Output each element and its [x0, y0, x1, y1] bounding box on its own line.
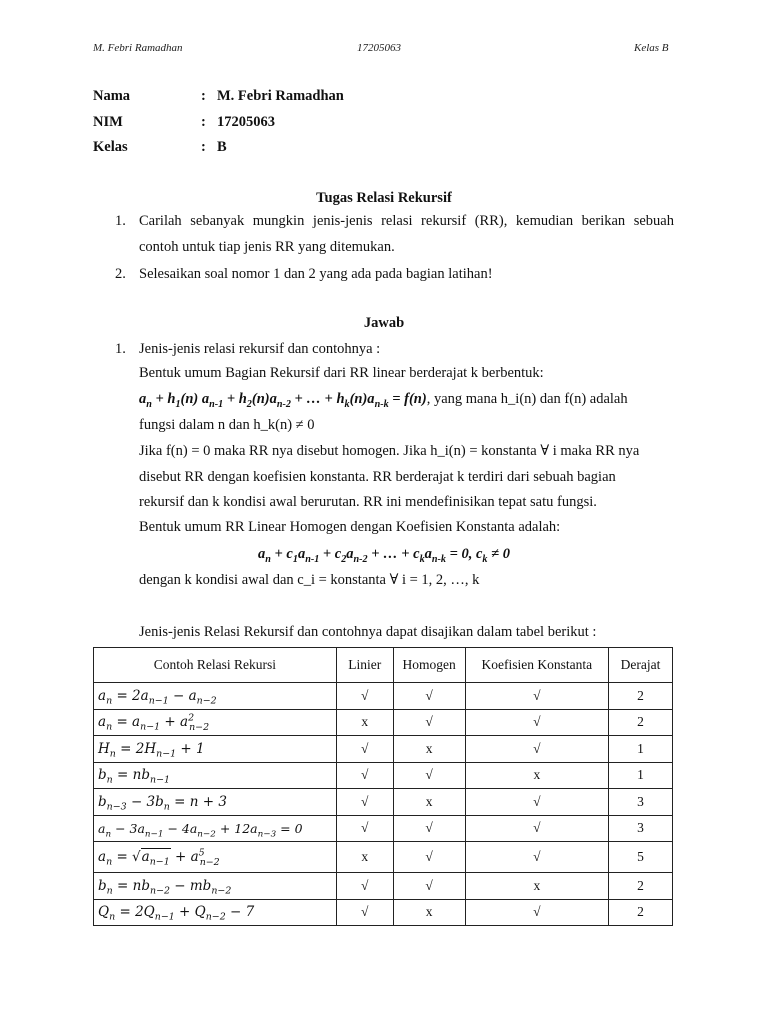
general-equation: $a_n + h_1(n) a_{n-1} + h_2(n)a_{n-2}$ + … + $h_k(n)a_{n-k} = f(n)$	[139, 391, 427, 410]
table-row	[94, 709, 673, 736]
column-header: Contoh Relasi Rekursi	[94, 648, 337, 683]
cell-derajat: 2	[609, 899, 673, 926]
cell-linier: √	[336, 815, 393, 842]
identity-nim-row: NIM : 17205063	[93, 114, 275, 130]
cell-koefisien: √	[465, 709, 609, 736]
table-row	[94, 873, 673, 900]
cell-derajat: 2	[609, 873, 673, 900]
cell-homogen: x	[393, 789, 465, 816]
recurrence-formula: $a_n = a_{n-1} + a^2_{n-2}$	[94, 709, 337, 736]
cell-homogen: √	[393, 683, 465, 710]
task-item-2-line-1: Selesaikan soal nomor 1 dan 2 yang ada pada bagian latihan!	[139, 266, 493, 282]
header-class: Kelas B	[634, 42, 669, 54]
cell-homogen: x	[393, 899, 465, 926]
table-row	[94, 899, 673, 926]
column-header: Derajat	[609, 648, 673, 683]
cell-linier: √	[336, 789, 393, 816]
recurrence-formula: $H_n = 2H_{n-1} + 1$	[94, 736, 337, 763]
identity-label: Kelas	[93, 139, 128, 155]
cell-linier: √	[336, 683, 393, 710]
cell-koefisien: x	[465, 762, 609, 789]
cell-koefisien: √	[465, 815, 609, 842]
table-row	[94, 683, 673, 710]
recurrence-formula: $a_n - 3a_{n-1} - 4a_{n-2} + 12a_{n-3} = 0$	[94, 815, 337, 842]
recurrence-table	[93, 647, 673, 926]
cell-homogen: √	[393, 815, 465, 842]
cell-homogen: √	[393, 762, 465, 789]
cell-linier: √	[336, 736, 393, 763]
identity-value: 17205063	[217, 114, 275, 130]
task-item-number: 1.	[115, 213, 126, 229]
identity-class-row: Kelas : B	[93, 139, 227, 155]
cell-homogen: √	[393, 873, 465, 900]
cell-koefisien: x	[465, 873, 609, 900]
table-row	[94, 736, 673, 763]
function-line: fungsi dalam n dan h_k(n) ≠ 0	[139, 417, 315, 433]
homogen-paragraph-2: disebut RR dengan koefisien konstanta. RR berderajat k terdiri dari sebuah bagian	[139, 469, 616, 485]
header-student-id: 17205063	[357, 42, 401, 54]
homogen-form-text: Bentuk umum RR Linear Homogen dengan Koefisien Konstanta adalah:	[139, 519, 561, 535]
table-row	[94, 842, 673, 873]
cell-derajat: 2	[609, 683, 673, 710]
cell-homogen: x	[393, 736, 465, 763]
homogen-paragraph-3: rekursif dan k kondisi awal berurutan. RR ini mendefinisikan tepat satu fungsi.	[139, 494, 597, 510]
cell-homogen: √	[393, 709, 465, 736]
cell-derajat: 3	[609, 789, 673, 816]
general-form-text: Bentuk umum Bagian Rekursif dari RR linear berderajat k berbentuk:	[139, 365, 544, 381]
identity-value: B	[217, 139, 227, 155]
recurrence-formula: $b_n = nb_{n-1}$	[94, 762, 337, 789]
table-intro: Jenis-jenis Relasi Rekursif dan contohnya dapat disajikan dalam tabel berikut :	[139, 624, 597, 640]
recurrence-formula: $a_n = √a_{n-1} + a^5_{n-2}$	[94, 842, 337, 873]
header-author: M. Febri Ramadhan	[93, 42, 183, 54]
recurrence-formula: $a_n = 2a_{n-1} - a_{n-2}$	[94, 683, 337, 710]
task-item-number: 2.	[115, 266, 126, 282]
table-header-row	[94, 648, 673, 683]
task-item-1-line-2: contoh untuk tiap jenis RR yang ditemukan.	[139, 239, 395, 255]
cell-koefisien: √	[465, 736, 609, 763]
cell-linier: √	[336, 873, 393, 900]
initial-conditions: dengan k kondisi awal dan c_i = konstanta ∀ i = 1, 2, …, k	[139, 572, 480, 588]
homogen-paragraph-1: Jika f(n) = 0 maka RR nya disebut homogen. Jika h_i(n) = konstanta ∀ i maka RR nya	[139, 443, 640, 459]
cell-derajat: 1	[609, 762, 673, 789]
cell-derajat: 2	[609, 709, 673, 736]
cell-homogen: √	[393, 842, 465, 873]
cell-koefisien: √	[465, 842, 609, 873]
cell-koefisien: √	[465, 789, 609, 816]
equation-tail: , yang mana h_i(n) dan f(n) adalah	[426, 391, 628, 407]
answer-item-number: 1.	[115, 341, 126, 357]
cell-derajat: 3	[609, 815, 673, 842]
table-row	[94, 762, 673, 789]
cell-derajat: 5	[609, 842, 673, 873]
cell-derajat: 1	[609, 736, 673, 763]
recurrence-formula: $b_n = nb_{n-2} - mb_{n-2}$	[94, 873, 337, 900]
cell-linier: √	[336, 899, 393, 926]
identity-label: NIM	[93, 114, 123, 130]
cell-linier: x	[336, 709, 393, 736]
task-title: Tugas Relasi Rekursif	[316, 190, 452, 206]
task-item-1-line-1: Carilah sebanyak mungkin jenis-jenis relasi rekursif (RR), kemudian berikan sebuah	[139, 213, 674, 229]
cell-koefisien: √	[465, 683, 609, 710]
table-row	[94, 789, 673, 816]
answer-title: Jawab	[363, 315, 405, 331]
table-row	[94, 815, 673, 842]
column-header: Koefisien Konstanta	[465, 648, 609, 683]
identity-value: M. Febri Ramadhan	[217, 88, 344, 104]
cell-koefisien: √	[465, 899, 609, 926]
general-equation-line	[139, 389, 628, 409]
column-header: Linier	[336, 648, 393, 683]
cell-linier: √	[336, 762, 393, 789]
recurrence-formula: $Q_n = 2Q_{n-1} + Q_{n-2} - 7$	[94, 899, 337, 926]
homogen-equation: $a_n + c_1a_{n-1} + c_2a_{n-2}$ + … + $c_ka_{n-k} = 0$, $c_k \ne 0$	[258, 546, 510, 565]
cell-linier: x	[336, 842, 393, 873]
recurrence-formula: $b_{n-3} - 3b_n = n + 3$	[94, 789, 337, 816]
column-header: Homogen	[393, 648, 465, 683]
identity-label: Nama	[93, 88, 131, 104]
identity-name-row: Nama : M. Febri Ramadhan	[93, 88, 344, 104]
answer-intro: Jenis-jenis relasi rekursif dan contohnya :	[139, 341, 381, 357]
